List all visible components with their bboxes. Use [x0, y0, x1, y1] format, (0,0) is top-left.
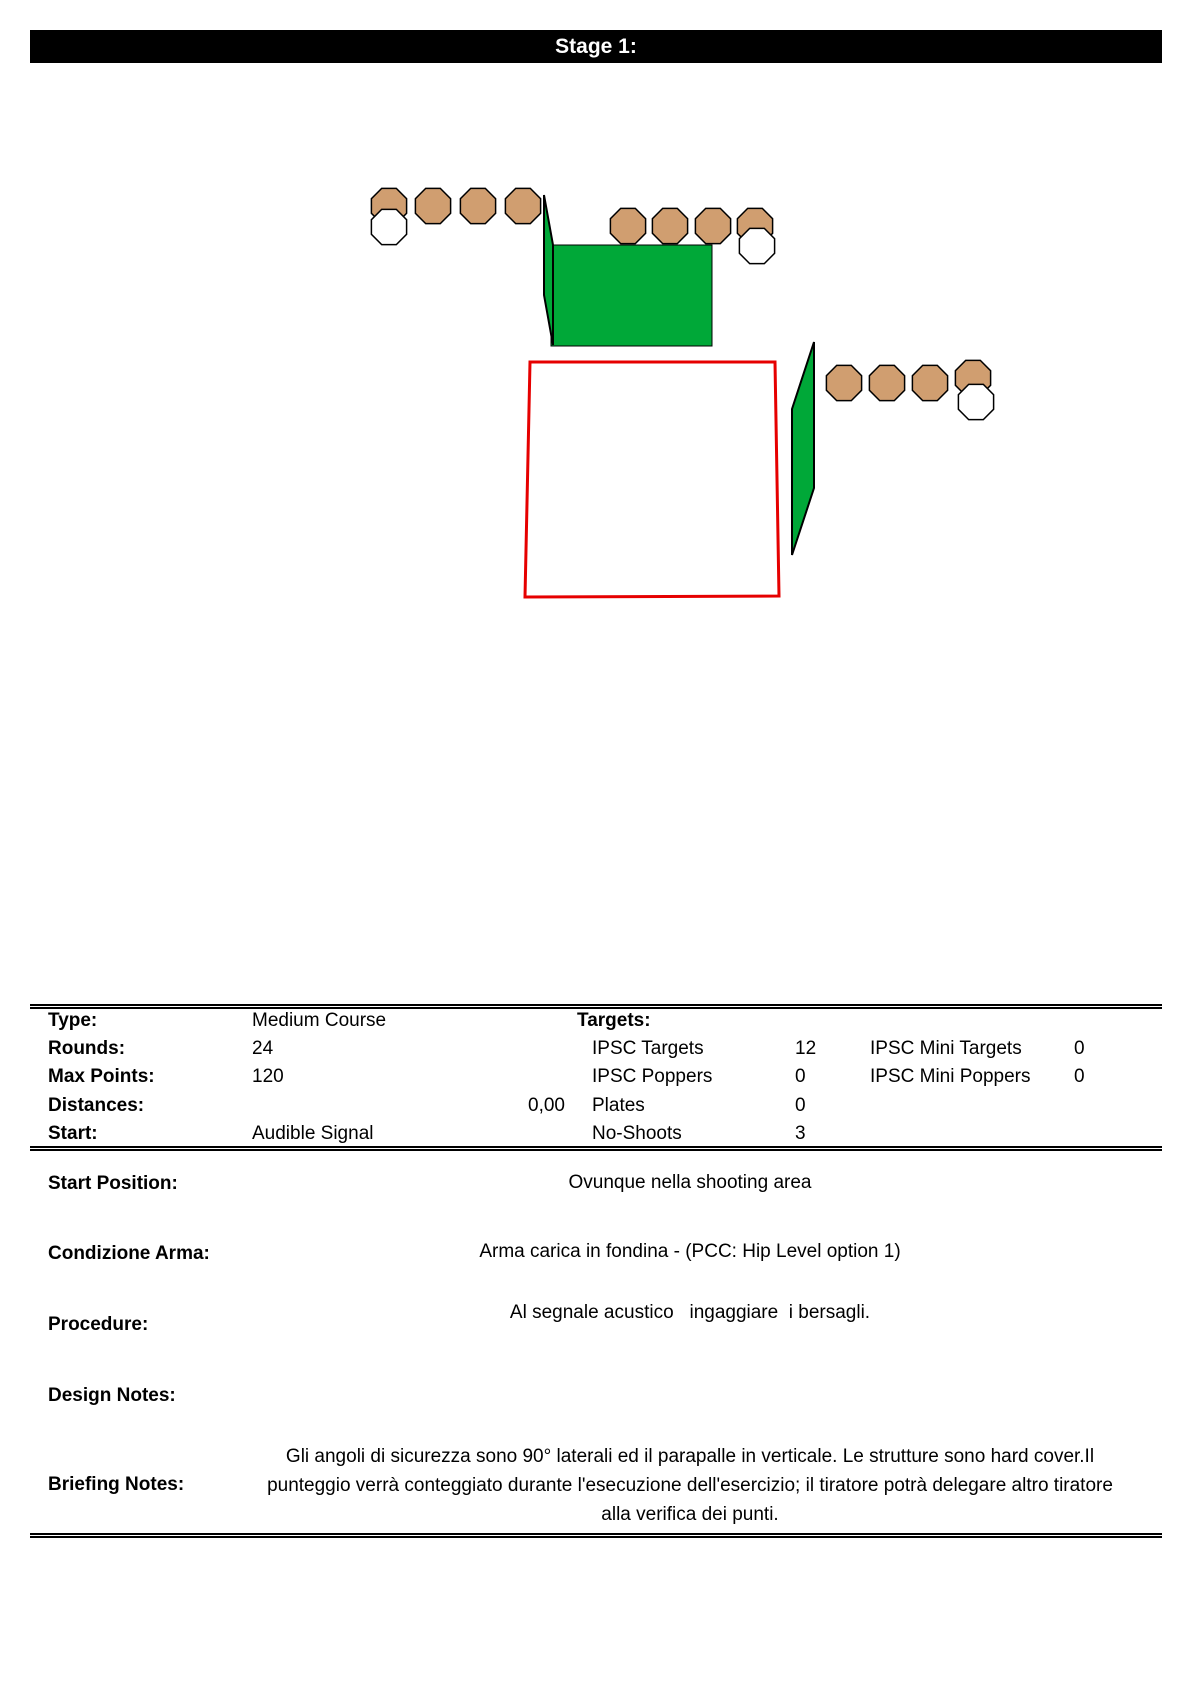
procedure-label: Procedure:: [48, 1314, 149, 1335]
noshoot-icon: [739, 228, 774, 263]
target-icon: [695, 208, 730, 243]
ipsc-targets-label: IPSC Targets: [592, 1038, 704, 1059]
rounds-value: 24: [252, 1038, 274, 1059]
target-icon: [652, 208, 687, 243]
stage-diagram: [0, 0, 1191, 700]
design-notes-label: Design Notes:: [48, 1385, 176, 1406]
start-value: Audible Signal: [252, 1123, 374, 1144]
condizione-value: Arma carica in fondina - (PCC: Hip Level option 1): [479, 1241, 901, 1262]
noshoot-icon: [958, 384, 993, 419]
distances-label: Distances:: [48, 1095, 145, 1116]
mini-poppers-label: IPSC Mini Poppers: [870, 1066, 1031, 1087]
type-value: Medium Course: [252, 1010, 387, 1031]
target-icon: [610, 208, 645, 243]
plates-label: Plates: [592, 1095, 645, 1116]
shooting-area: [525, 362, 779, 597]
barrier-left: [544, 195, 553, 345]
table-mid-rule: [30, 1146, 1162, 1151]
condizione-label: Condizione Arma:: [48, 1243, 210, 1264]
procedure-value: Al segnale acustico ingaggiare i bersagli.: [509, 1302, 871, 1323]
maxpoints-value: 120: [252, 1066, 284, 1087]
target-icon: [912, 365, 947, 400]
briefing-notes-value: Gli angoli di sicurezza sono 90° laterali ed il parapalle in verticale. Le strutture sono hard cover.Il punteggio verrà conteggiato durante l'esecuzione dell'esercizio; il tiratore potrà delegare altro tiratore alla verifica dei punti.: [267, 1446, 1113, 1525]
table-bottom-rule: [30, 1533, 1162, 1538]
noshoots-label: No-Shoots: [592, 1123, 682, 1144]
mini-targets-value: 0: [1074, 1038, 1085, 1059]
ipsc-poppers-label: IPSC Poppers: [592, 1066, 713, 1087]
type-label: Type:: [48, 1010, 98, 1031]
noshoots-value: 3: [795, 1123, 806, 1144]
mini-targets-label: IPSC Mini Targets: [870, 1038, 1022, 1059]
target-icon: [869, 365, 904, 400]
target-icon: [505, 188, 540, 223]
start-label: Start:: [48, 1123, 98, 1144]
plates-value: 0: [795, 1095, 806, 1116]
start-position-label: Start Position:: [48, 1173, 178, 1194]
distances-value: 0,00: [528, 1095, 565, 1116]
barrier-right: [792, 342, 814, 555]
ipsc-poppers-value: 0: [795, 1066, 806, 1087]
start-position-value: Ovunque nella shooting area: [568, 1172, 812, 1193]
targets-label: Targets:: [577, 1010, 651, 1031]
maxpoints-label: Max Points:: [48, 1066, 155, 1087]
hardcover-wall: [551, 245, 712, 346]
noshoot-icon: [371, 209, 406, 244]
rounds-label: Rounds:: [48, 1038, 126, 1059]
mini-poppers-value: 0: [1074, 1066, 1085, 1087]
target-icon: [415, 188, 450, 223]
target-icon: [460, 188, 495, 223]
target-icon: [826, 365, 861, 400]
briefing-notes-label: Briefing Notes:: [48, 1474, 185, 1495]
ipsc-targets-value: 12: [795, 1038, 817, 1059]
stage-title: Stage 1:: [30, 30, 1162, 63]
